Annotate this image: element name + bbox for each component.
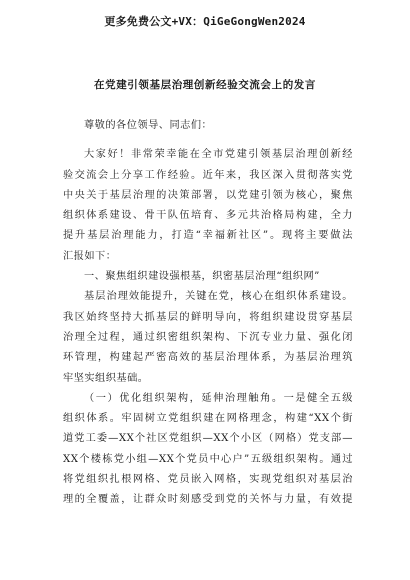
document-body [63,116,353,511]
paragraph-line: XX个楼栋党小组—XX个党员中心户”五级组织架构。通过 [63,453,353,465]
paragraph-line: 我区始终坚持大抓基层的鲜明导向，将组织建设贯穿基层 [63,311,353,323]
document-title: 在党建引领基层治理创新经验交流会上的发言 [94,79,316,91]
paragraph-line: 组织体系建设、骨干队伍培育、多元共治格局构建，全力 [63,210,353,222]
paragraph-line: 汇报如下： [63,250,117,262]
paragraph-line: 基层治理效能提升，关键在党，核心在组织体系建设。 [84,291,353,303]
paragraph-line: 理的全覆盖，让群众时刻感受到党的关怀与力量，有效提 [63,494,353,506]
paragraph-greeting [63,145,353,267]
paragraph-line: 治理全过程，通过织密组织架构、下沉专业力量、强化闭 [63,331,353,343]
paragraph-line: 组织体系。牢固树立党组织建在网格理念，构建“XX个街 [63,413,353,425]
paragraph-structure [63,389,353,511]
paragraph-line: 道党工委—XX个社区党组织—XX个小区（网格）党支部— [63,433,353,445]
paragraph-line: 验交流会上分享工作经验。近年来，我区深入贯彻落实党 [63,169,353,181]
paragraph-line: 牢坚实组织基础。 [63,372,149,384]
paragraph-line: 提升基层治理能力，打造“幸福新社区”。现将主要做法 [63,230,353,242]
paragraph-line: 环管理，构建起严密高效的基层治理体系，为基层治理筑 [63,352,353,364]
section-heading-line: 一、聚焦组织建设强根基，织密基层治理“组织网” [84,271,320,283]
salutation: 尊敬的各位领导、同志们： [84,120,213,131]
promo-header: 更多免费公文+VX：QiGeGongWen2024 [104,15,306,28]
paragraph-organization [63,287,353,388]
paragraph-line: 将党组织扎根网格、党员嵌入网格，实现党组织对基层治 [63,474,353,486]
section-heading [63,267,353,287]
paragraph-line: 大家好！非常荣幸能在全市党建引领基层治理创新经 [84,149,353,161]
paragraph-line: 中央关于基层治理的决策部署，以党建引领为核心，聚焦 [63,189,353,201]
paragraph-line: （一）优化组织架构，延伸治理触角。一是健全五级 [84,392,353,404]
